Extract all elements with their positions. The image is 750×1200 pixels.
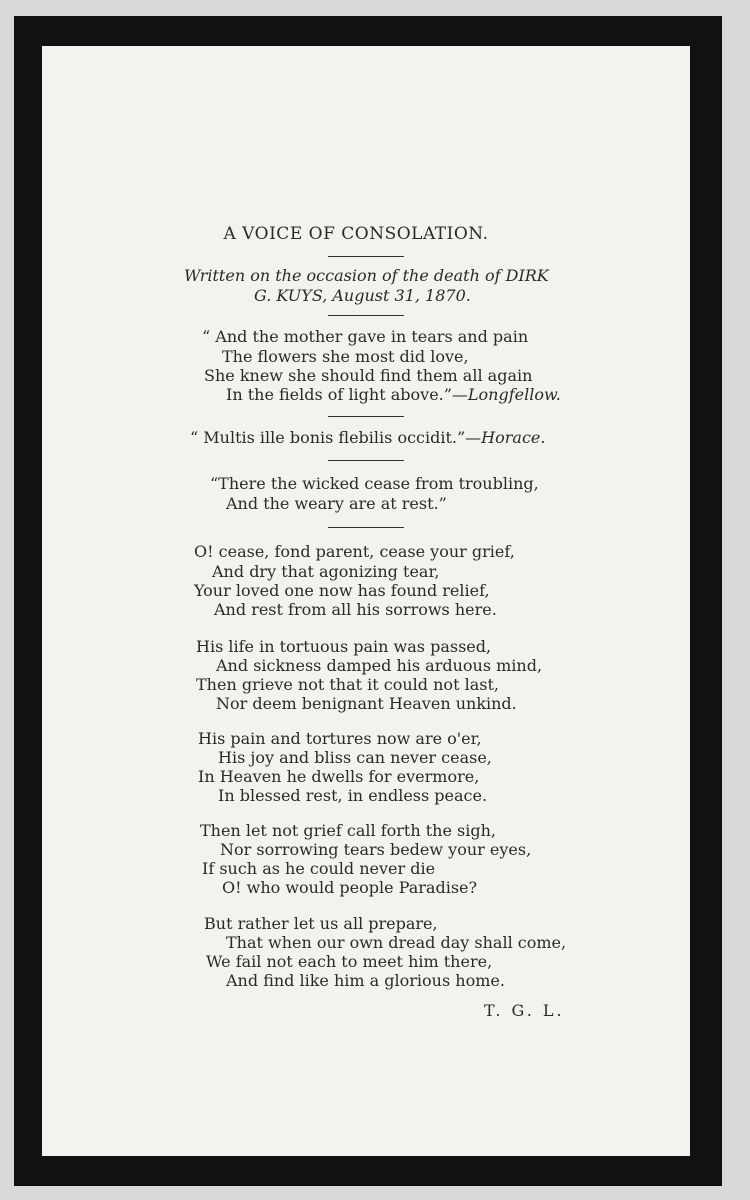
epigraph1-line-3: She knew she should find them all again bbox=[204, 366, 533, 385]
stanza2-line-3: Then grieve not that it could not last, bbox=[196, 675, 499, 694]
stanza3-line-2: His joy and bliss can never cease, bbox=[218, 748, 492, 767]
epigraph2-attribution: Horace. bbox=[481, 428, 546, 447]
epigraph2: “ Multis ille bonis flebilis occidit.”—Horace. bbox=[190, 428, 546, 447]
stanza1-line-1: O! cease, fond parent, cease your grief, bbox=[194, 542, 515, 561]
memorial-card bbox=[42, 46, 690, 1156]
stanza1-line-4: And rest from all his sorrows here. bbox=[214, 600, 497, 619]
epigraph1-line-4: In the fields of light above.”—Longfellow. bbox=[226, 385, 561, 404]
divider bbox=[328, 416, 404, 417]
stanza1-line-3: Your loved one now has found relief, bbox=[194, 581, 490, 600]
stanza4-line-1: Then let not grief call forth the sigh, bbox=[200, 821, 496, 840]
divider bbox=[328, 256, 404, 257]
divider bbox=[328, 460, 404, 461]
stanza2-line-1: His life in tortuous pain was passed, bbox=[196, 637, 492, 656]
poem-title: A VOICE OF CONSOLATION. bbox=[223, 224, 489, 244]
stanza3-line-3: In Heaven he dwells for evermore, bbox=[198, 767, 480, 786]
stanza4-line-2: Nor sorrowing tears bedew your eyes, bbox=[220, 840, 532, 859]
stanza4-line-4: O! who would people Paradise? bbox=[222, 878, 478, 897]
stanza3-line-1: His pain and tortures now are o'er, bbox=[198, 729, 482, 748]
stanza5-line-3: We fail not each to meet him there, bbox=[206, 952, 493, 971]
stanza3-line-4: In blessed rest, in endless peace. bbox=[218, 786, 488, 805]
stanza5-line-4: And find like him a glorious home. bbox=[226, 971, 505, 990]
stanza2-line-4: Nor deem benignant Heaven unkind. bbox=[216, 694, 517, 713]
divider bbox=[328, 315, 404, 316]
epigraph1-line-1: “ And the mother gave in tears and pain bbox=[202, 327, 529, 346]
subtitle-line-1: Written on the occasion of the death of DIRK bbox=[184, 266, 549, 285]
black-mourning-border bbox=[14, 16, 722, 1186]
subtitle-line-2: G. KUYS, August 31, 1870. bbox=[254, 286, 471, 305]
stanza1-line-2: And dry that agonizing tear, bbox=[212, 562, 440, 581]
stanza2-line-2: And sickness damped his arduous mind, bbox=[216, 656, 543, 675]
stanza4-line-3: If such as he could never die bbox=[202, 859, 436, 878]
epigraph1-line-2: The flowers she most did love, bbox=[222, 347, 469, 366]
epigraph3-line-2: And the weary are at rest.” bbox=[226, 494, 447, 513]
epigraph3-line-1: “There the wicked cease from troubling, bbox=[210, 474, 539, 493]
signature: T. G. L. bbox=[484, 1001, 565, 1020]
divider bbox=[328, 527, 404, 528]
stanza5-line-2: That when our own dread day shall come, bbox=[226, 933, 567, 952]
epigraph1-attribution: Longfellow. bbox=[467, 385, 561, 404]
stanza5-line-1: But rather let us all prepare, bbox=[204, 914, 438, 933]
